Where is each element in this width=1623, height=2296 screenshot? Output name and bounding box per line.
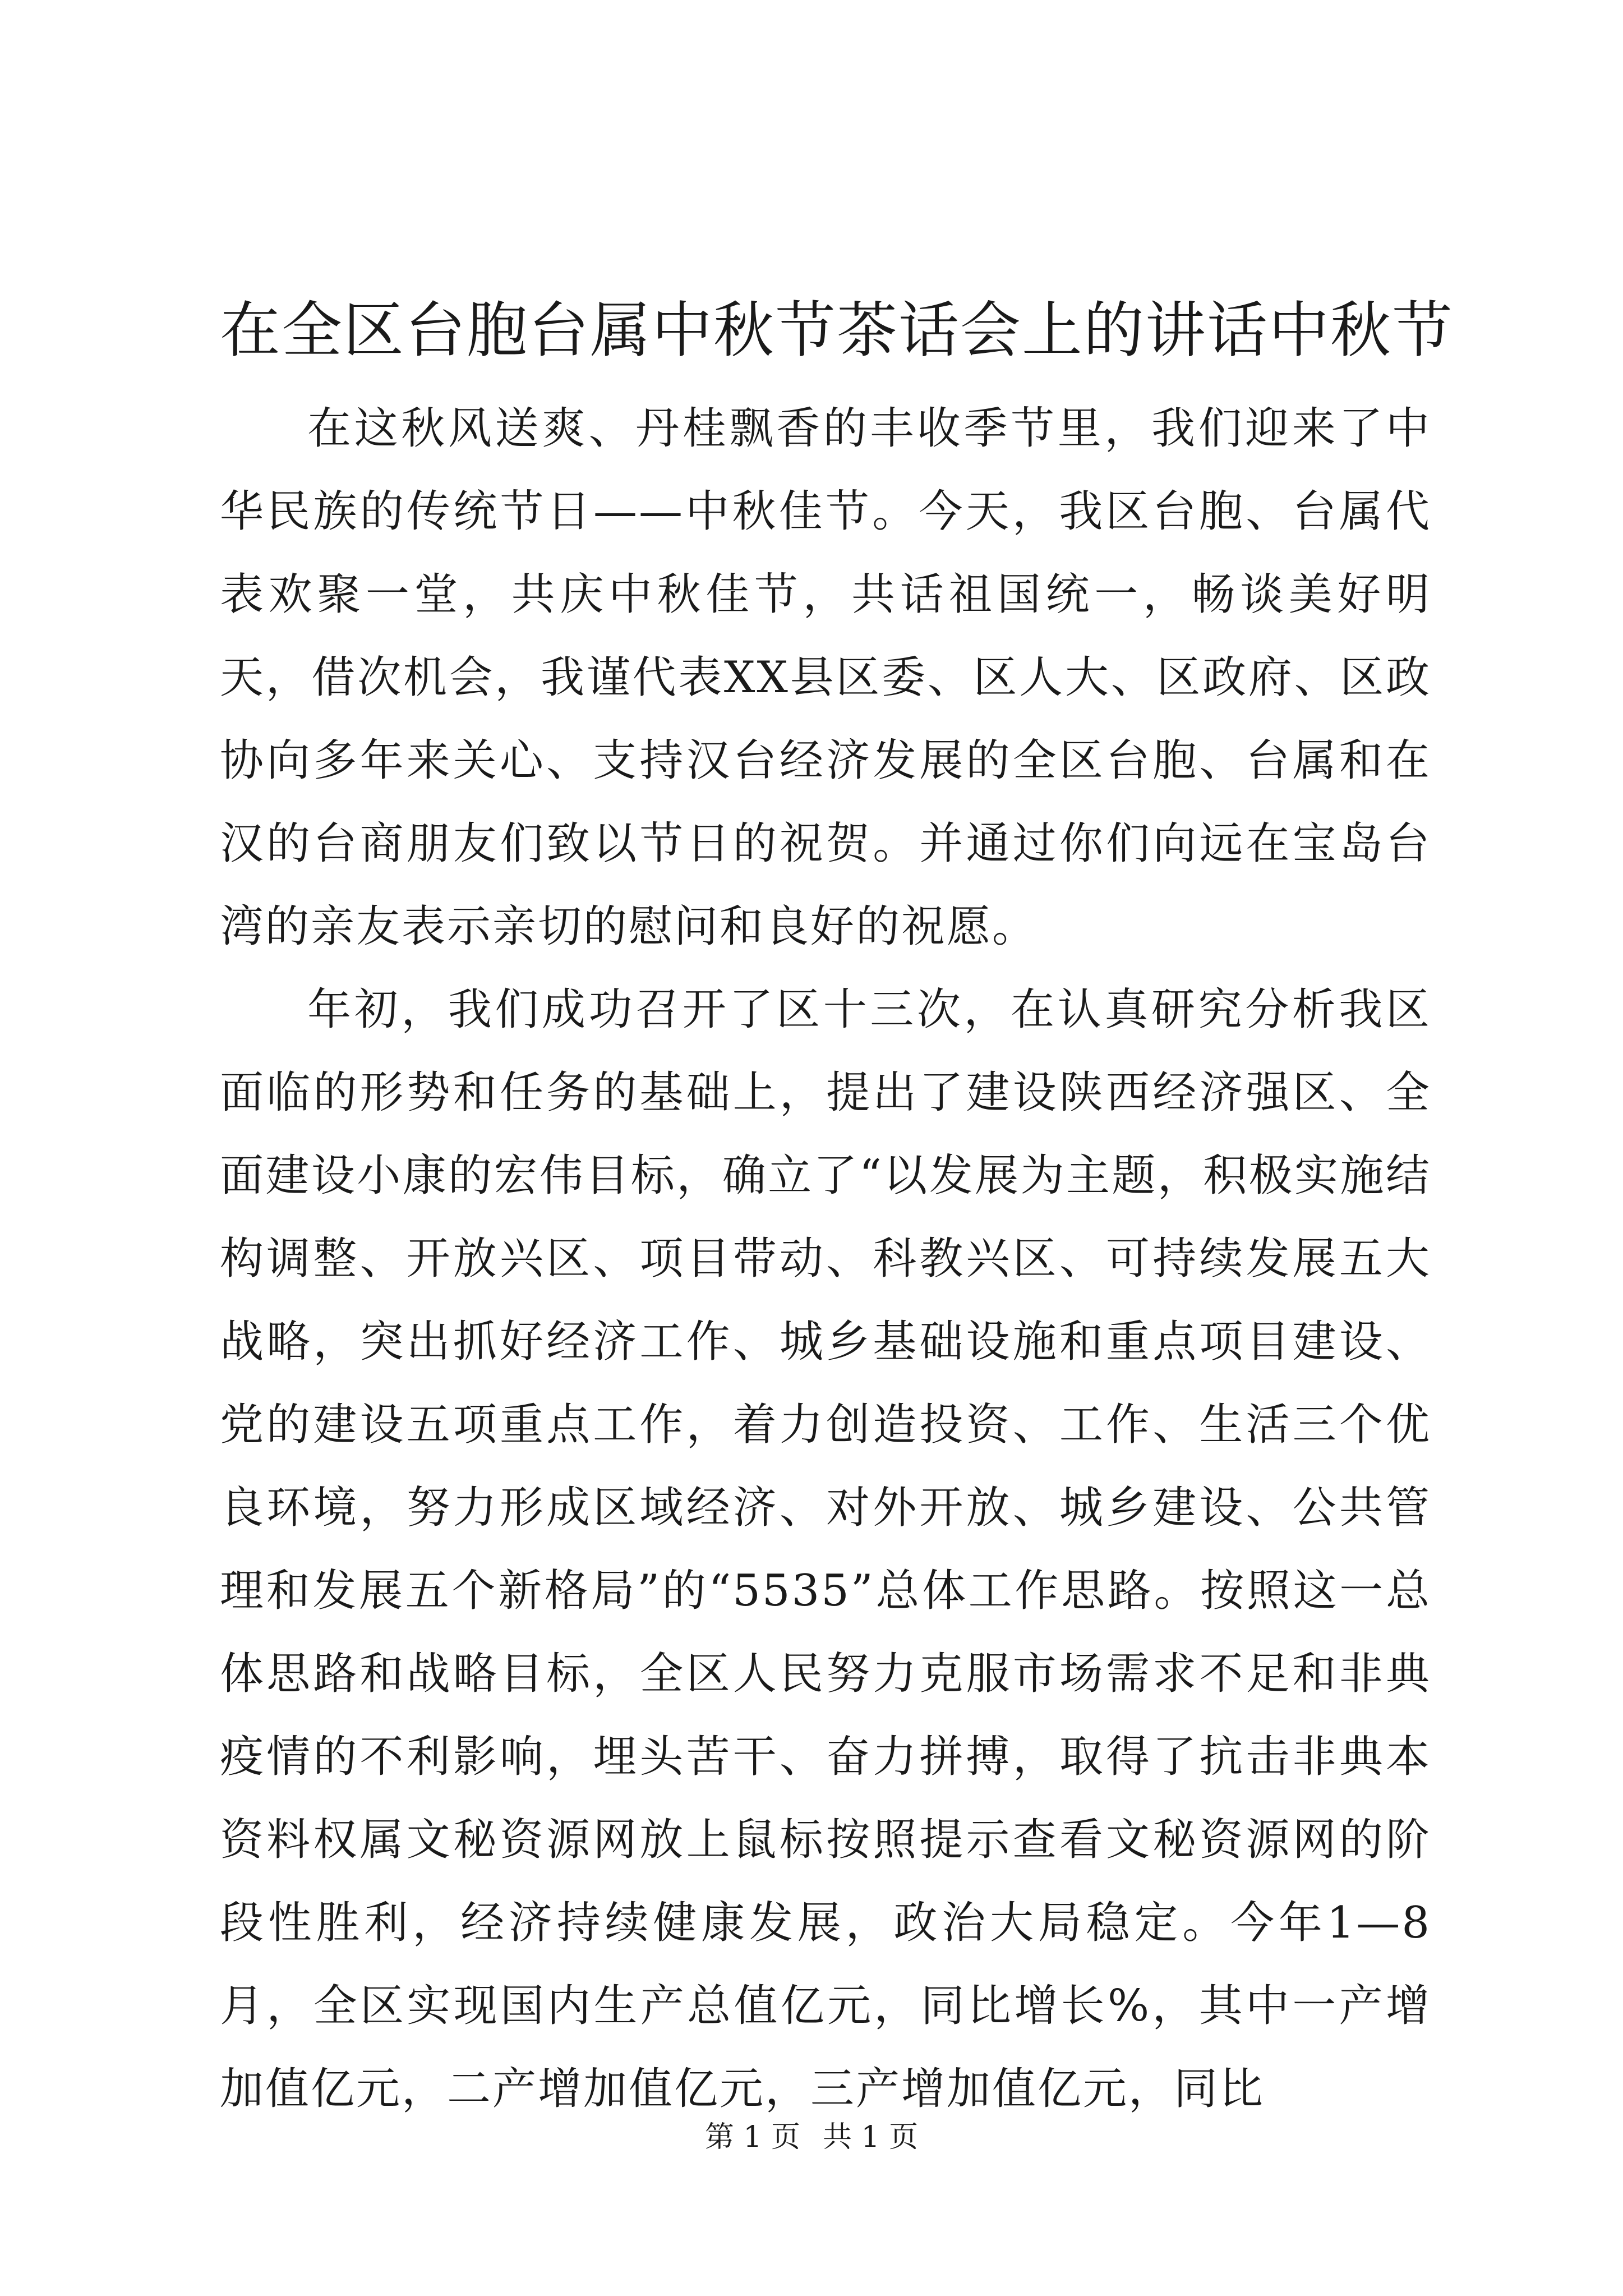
document-title: 在全区台胞台属中秋节茶话会上的讲话中秋节 <box>220 296 1454 366</box>
page-total: 共 1 页 <box>823 2120 919 2154</box>
paragraph-1: 在这秋风送爽、丹桂飘香的丰收季节里，我们迎来了中华民族的传统节日——中秋佳节。今天，我区台胞、台属代表欢聚一堂，共庆中秋佳节，共话祖国统一，畅谈美好明天，借次机会，我谨代表XX县区委、区人大、区政府、区政协向多年来关心、支持汉台经济发展的全区台胞、台属和在汉的台商朋友们致以节日的祝贺。并通过你们向远在宝岛台湾的亲友表示亲切的慰问和良好的祝愿。 <box>220 403 1431 952</box>
document-body <box>220 387 1431 2131</box>
page-number: 第 1 页 <box>704 2120 800 2154</box>
page-footer <box>0 2118 1623 2157</box>
paragraph-2: 年初，我们成功召开了区十三次，在认真研究分析我区面临的形势和任务的基础上，提出了建设陕西经济强区、全面建设小康的宏伟目标，确立了“以发展为主题，积极实施结构调整、开放兴区、项目带动、科教兴区、可持续发展五大战略，突出抓好经济工作、城乡基础设施和重点项目建设、党的建设五项重点工作，着力创造投资、工作、生活三个优良环境，努力形成区域经济、对外开放、城乡建设、公共管理和发展五个新格局”的“5535”总体工作思路。按照这一总体思路和战略目标，全区人民努力克服市场需求不足和非典疫情的不利影响，埋头苦干、奋力拼搏，取得了抗击非典本资料权属文秘资源网放上鼠标按照提示查看文秘资源网的阶段性胜利，经济持续健康发展，政治大局稳定。今年1—8月，全区实现国内生产总值亿元，同比增长%，其中一产增加值亿元，二产增加值亿元，三产增加值亿元，同比 <box>220 984 1431 2114</box>
